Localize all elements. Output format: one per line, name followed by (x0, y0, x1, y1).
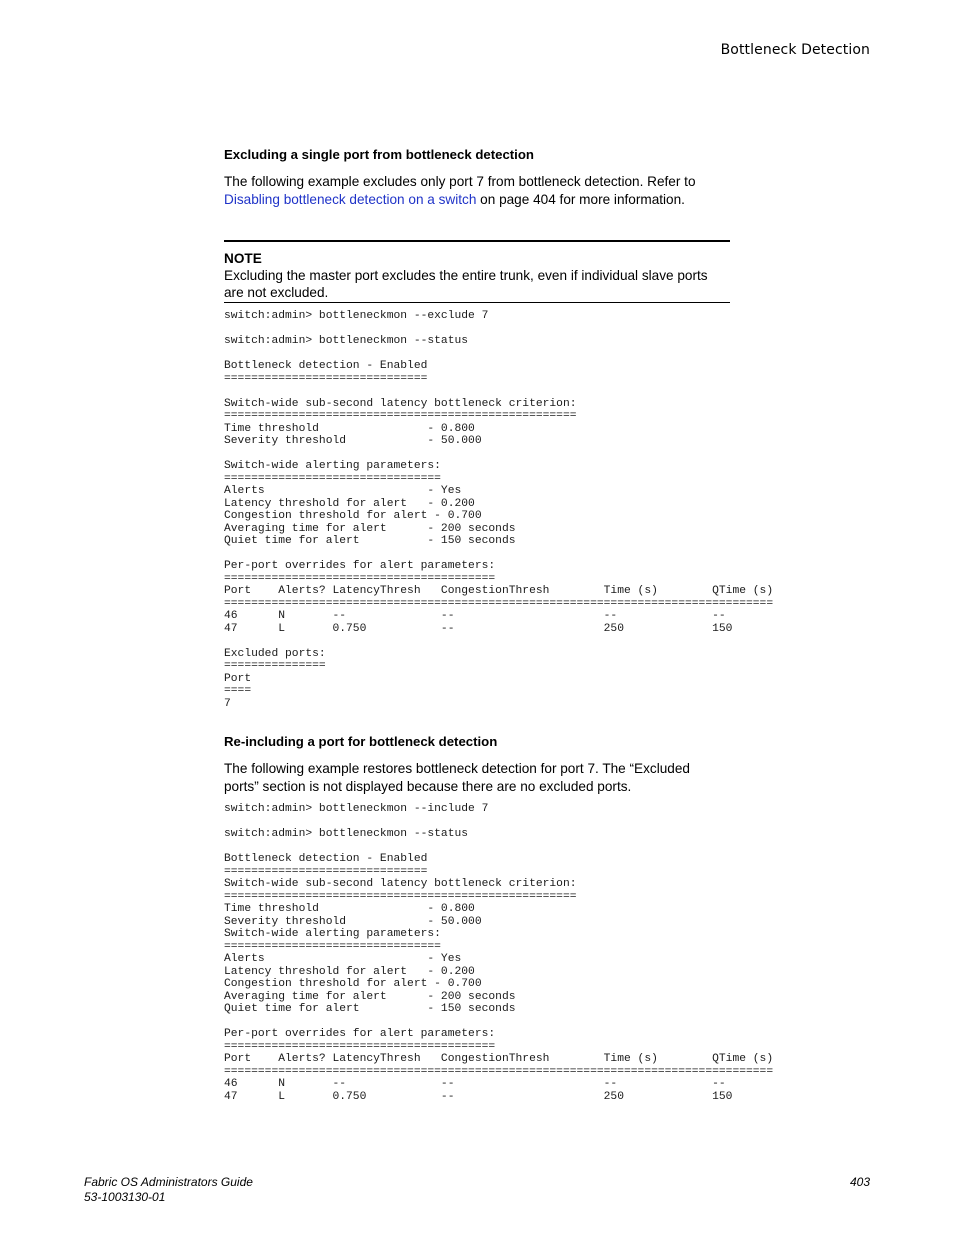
note-text: Excluding the master port excludes the entire trunk, even if individual slave ports are not excluded. (224, 268, 708, 300)
footer-doc-number: 53-1003130-01 (84, 1190, 166, 1204)
reinclude-code-block: switch:admin> bottleneckmon --include 7 switch:admin> bottleneckmon --status Bottleneck detection - Enabled ============================== Switch-wide sub-second latency bottleneck criterion: ==================================================== Time threshold - 0.800 Severity threshold - 50.000 Switch-wide alerting parameters: ================================ Alerts - Yes Latency threshold for alert - 0.200 Congestion threshold for alert - 0.700 Averaging time for alert - 200 seconds Quiet time for alert - 150 seconds Per-port overrides for alert parameters: ======================================== Port Alerts? LatencyThresh CongestionThresh Time (s) QTime (s) ================================================================================= 46 N -- -- -- -- 47 L 0.750 -- 250 150 (224, 803, 774, 1103)
footer-page-number: 403 (849, 1175, 870, 1189)
section-heading-reinclude: Re-including a port for bottleneck detection (224, 734, 498, 749)
exclude-intro-suffix: on page 404 for more information. (476, 192, 685, 207)
exclude-code-block: switch:admin> bottleneckmon --exclude 7 switch:admin> bottleneckmon --status Bottleneck detection - Enabled ============================== Switch-wide sub-second latency bottleneck criterion: ==================================================== Time threshold - 0.800 Severity threshold - 50.000 Switch-wide alerting parameters: ================================ Alerts - Yes Latency threshold for alert - 0.200 Congestion threshold for alert - 0.700 Averaging time for alert - 200 seconds Quiet time for alert - 150 seconds Per-port overrides for alert parameters: ======================================== Port Alerts? LatencyThresh CongestionThresh Time (s) QTime (s) ================================================================================= 46 N -- -- -- -- 47 L 0.750 -- 250 150 Excluded ports: =============== Port ==== 7 (224, 310, 774, 710)
exclude-intro-text: The following example excludes only port 7 from bottleneck detection. Refer to (224, 174, 696, 189)
footer-book-title: Fabric OS Administrators Guide (84, 1175, 253, 1189)
running-header: Bottleneck Detection (720, 42, 870, 58)
disabling-bottleneck-link[interactable]: Disabling bottleneck detection on a switch (224, 192, 477, 207)
exclude-intro-paragraph (224, 173, 724, 209)
section-heading-exclude: Excluding a single port from bottleneck detection (224, 147, 534, 162)
footer-left (84, 1175, 253, 1205)
note-box (224, 240, 730, 303)
note-label: NOTE (224, 251, 262, 266)
reinclude-intro-paragraph: The following example restores bottleneck detection for port 7. The “Excluded ports” section is not displayed because there are no excluded ports. (224, 761, 690, 794)
